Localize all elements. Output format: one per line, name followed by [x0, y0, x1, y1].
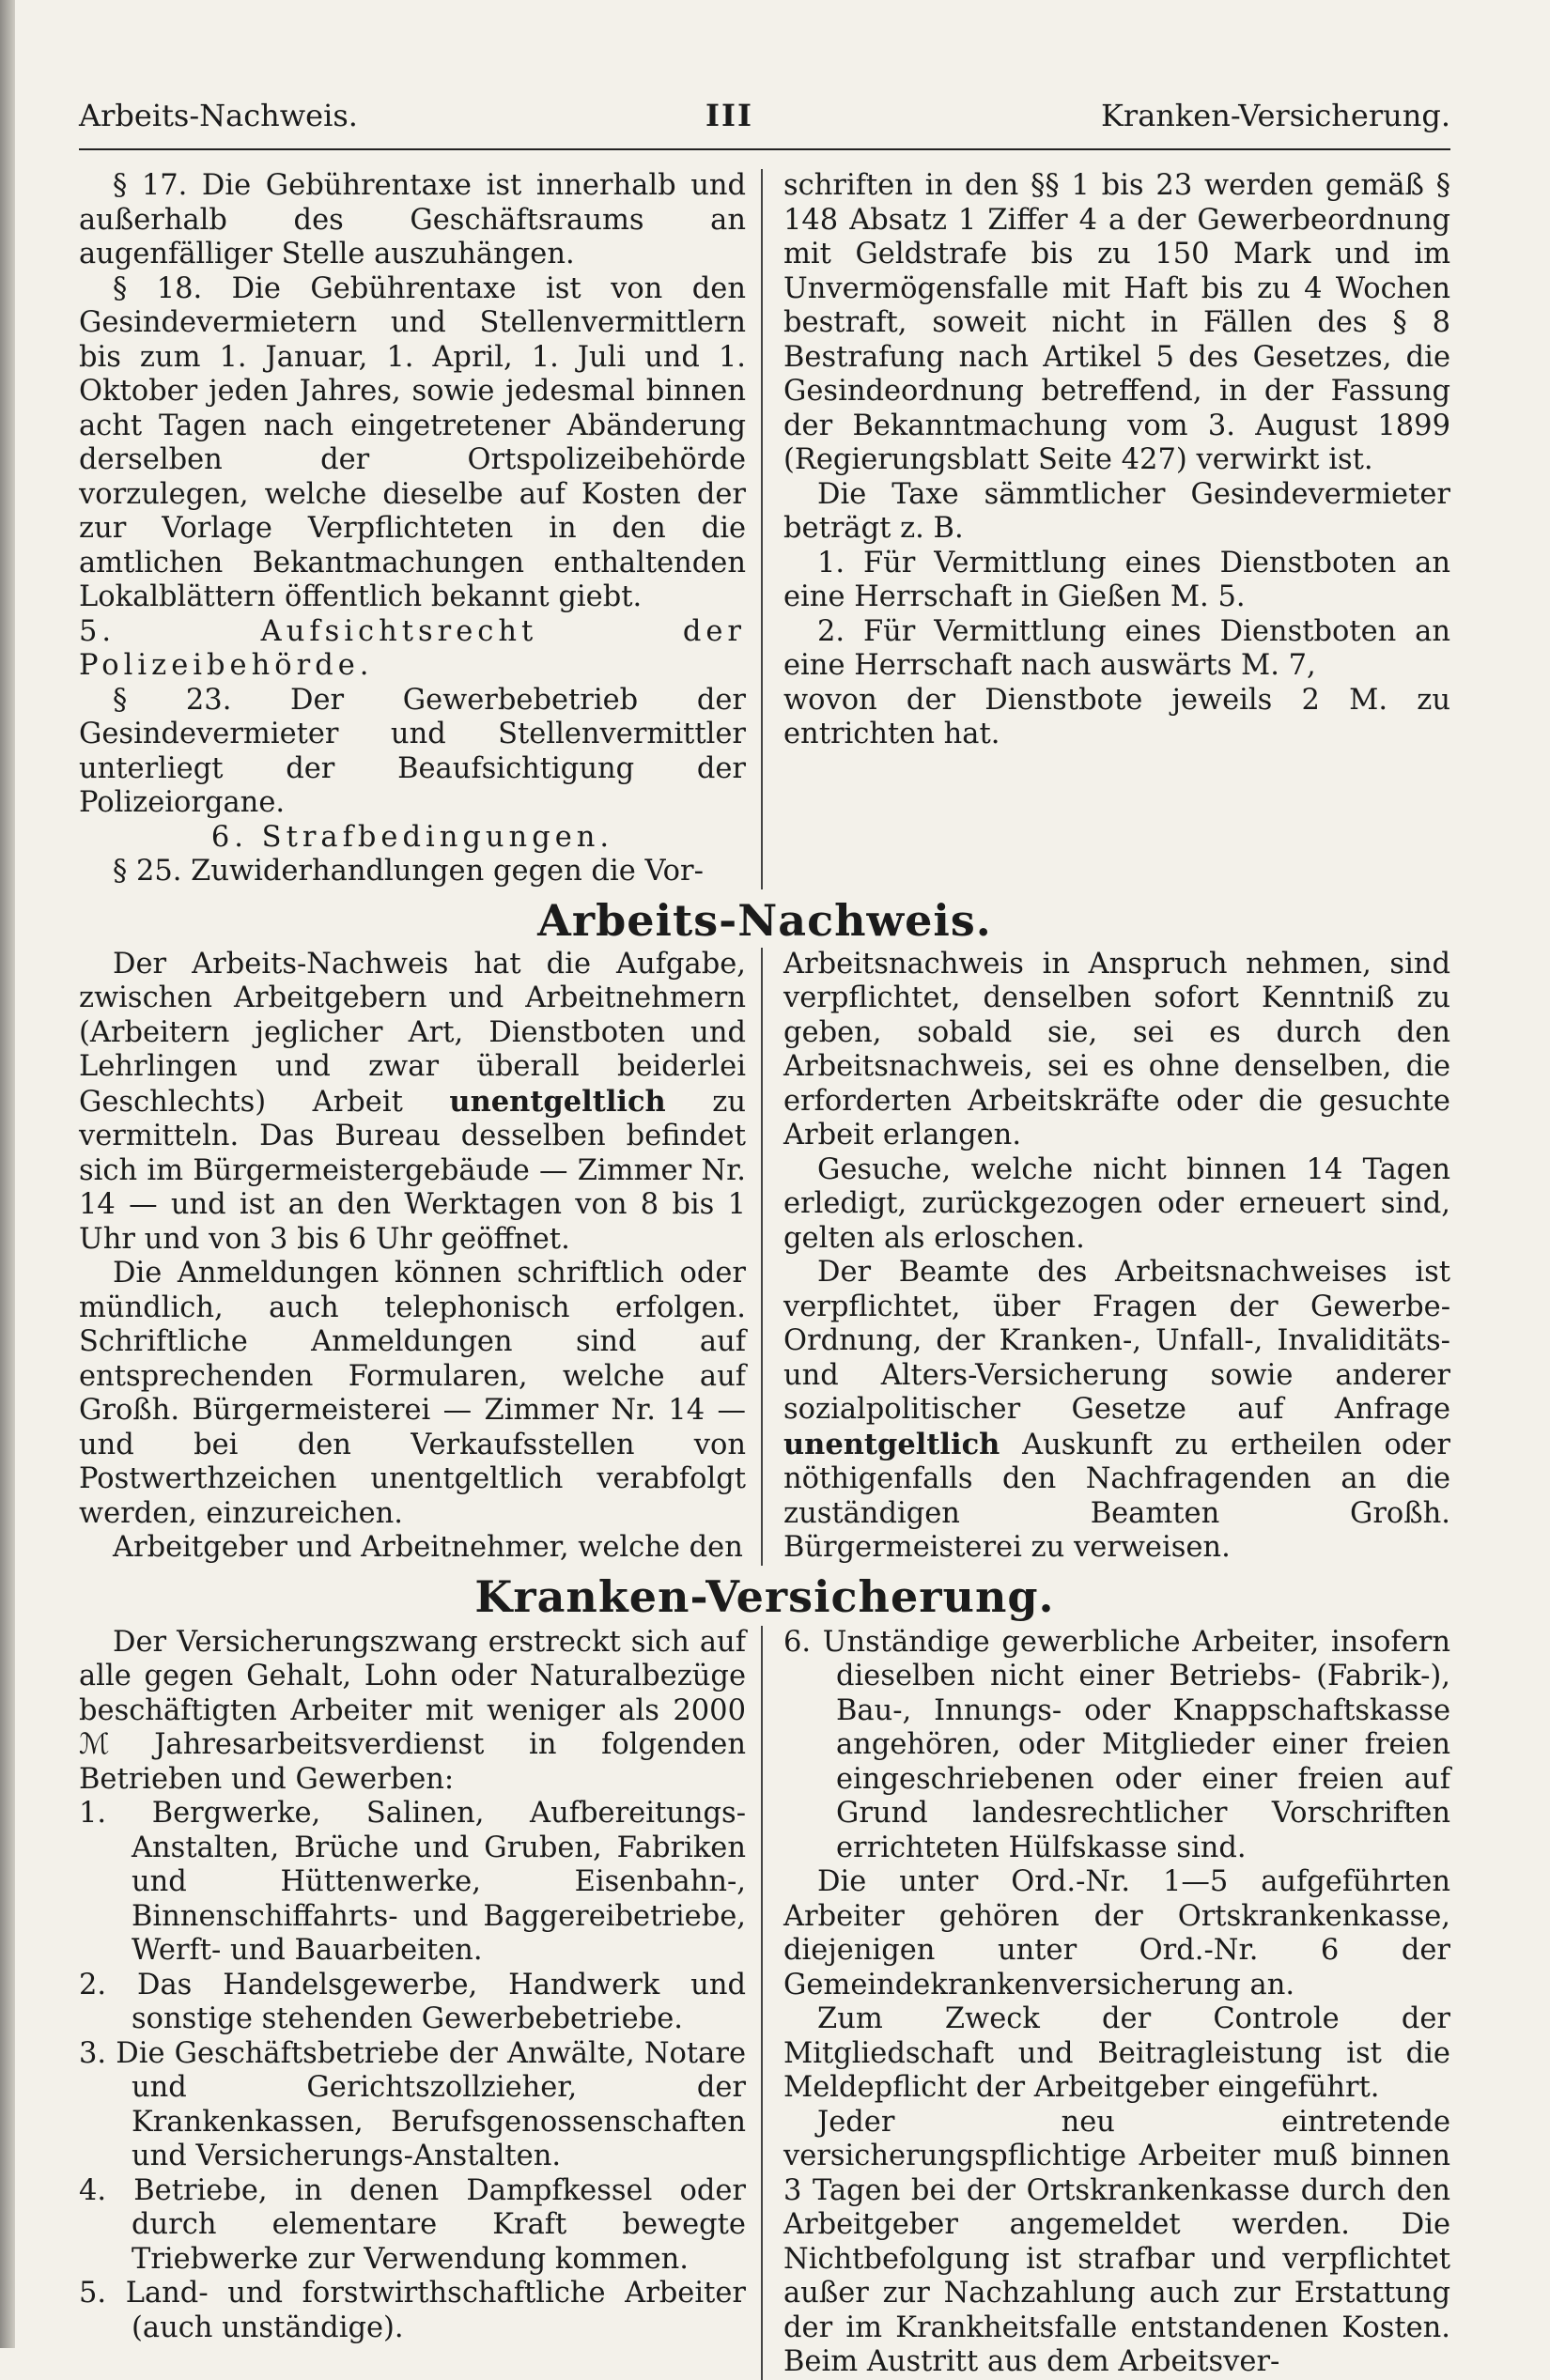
- list-item: 4. Betriebe, in denen Dampfkessel oder durch elementare Kraft bewegte Triebwerke zur Verwendung kommen.: [79, 2173, 746, 2276]
- paragraph: Arbeitsnachweis in Anspruch nehmen, sind verpflichtet, denselben sofort Kenntniß zu geben, sobald sie, sei es durch den Arbeitsnachweis, sei es ohne denselben, die erforderten Arbeitskräfte oder die gesuchte Arbeit erlangen.: [783, 947, 1450, 1151]
- section-title-kranken-versicherung: Kranken-Versicherung.: [474, 1570, 1055, 1622]
- list-item: 6. Unständige gewerbliche Arbeiter, insofern dieselben nicht einer Betriebs- (Fabrik-), Bau-, Innungs- oder Knappschaftskasse angehören, oder Mitglieder einer freien eingeschriebenen oder einer freien auf Grund landesrechtlicher Vorschriften errichteten Hülfskasse sind.: [783, 1625, 1450, 1864]
- header-rule: [79, 148, 1450, 150]
- paragraph: Arbeitgeber und Arbeitnehmer, welche den: [113, 1531, 743, 1564]
- tax-note: wovon der Dienstbote jeweils 2 M. zu entrichten hat.: [783, 683, 1450, 750]
- paragraph: Der Arbeits-Nachweis hat die Aufgabe, zwischen Arbeitgebern und Arbeitnehmern (Arbeitern jeglicher Art, Dienstboten und Lehrlingen und zwar überall beiderlei Geschlechts) Arbeit unentgeltlich zu vermitteln. Das Bureau desselben befindet sich im Bürgermeistergebäude — Zimmer Nr. 14 — und ist an den Werktagen von 8 bis 1 Uhr und von 3 bis 6 Uhr geöffnet.: [79, 947, 746, 1256]
- right-column: [783, 1626, 1450, 2380]
- paragraph-23: § 23. Der Gewerbebetrieb der Gesindevermieter und Stellenvermittler unterliegt der Beaufsichtigung der Polizeiorgane.: [79, 683, 746, 819]
- paragraph: Der Versicherungszwang erstreckt sich auf alle gegen Gehalt, Lohn oder Naturalbezüge beschäftigten Arbeiter mit weniger als 2000 ℳ Jahresarbeitsverdienst in folgenden Betrieben und Gewerben:: [79, 1625, 746, 1796]
- column-divider: [761, 1626, 763, 2380]
- list-item: 2. Das Handelsgewerbe, Handwerk und sonstige stehenden Gewerbebetriebe.: [79, 1968, 746, 2035]
- list-item: 1. Bergwerke, Salinen, Aufbereitungs-Anstalten, Brüche und Gruben, Fabriken und Hüttenwerke, Eisenbahn-, Binnenschiffahrts- und Baggereibetriebe, Werft- und Bauarbeiten.: [79, 1797, 746, 1967]
- running-header: [79, 98, 1450, 143]
- right-column: [783, 948, 1450, 1566]
- paragraph: Der Beamte des Arbeitsnachweises ist verpflichtet, über Fragen der Gewerbe-Ordnung, der Kranken-, Unfall-, Invaliditäts- und Alters-Versicherung sowie anderer sozialpolitischer Gesetze auf Anfrage unentgeltlich Auskunft zu ertheilen oder nöthigenfalls den Nachfragenden an die zuständigen Beamten Großh. Bürgermeisterei zu verweisen.: [783, 1256, 1450, 1564]
- left-column: [79, 948, 746, 1566]
- right-column: [783, 169, 1450, 889]
- header-right: Kranken-Versicherung.: [1100, 98, 1450, 133]
- page: [79, 98, 1450, 2380]
- column-divider: [761, 948, 763, 1566]
- list-item: 5. Land- und forstwirthschaftliche Arbeiter (auch unständige).: [79, 2277, 746, 2344]
- paragraph-18: § 18. Die Gebührentaxe ist von den Gesindevermietern und Stellenvermittlern bis zum 1. Januar, 1. April, 1. Juli und 1. Oktober jeden Jahres, sowie jedesmal binnen acht Tagen nach eingetretener Abänderung derselben der Ortspolizeibehörde vorzulegen, welche dieselbe auf Kosten der zur Vorlage Verpflichteten in den die amtlichen Bekantmachungen enthaltenden Lokalblättern öffentlich bekannt giebt.: [79, 271, 746, 613]
- tax-item-1: 1. Für Vermittlung eines Dienstboten an eine Herrschaft in Gießen M. 5.: [783, 546, 1450, 613]
- subheading-penalties: 6. Strafbedingungen.: [210, 820, 614, 854]
- paragraph: Zum Zweck der Controle der Mitgliedschaft und Beitragleistung ist die Meldepflicht der Arbeitgeber eingeführt.: [783, 2002, 1450, 2104]
- column-divider: [761, 169, 763, 889]
- paragraph-25-cont: schriften in den §§ 1 bis 23 werden gemäß § 148 Absatz 1 Ziffer 4 a der Gewerbeordnung mit Geldstrafe bis zu 150 Mark und im Unvermögensfalle mit Haft bis zu 4 Wochen bestraft, soweit nicht in Fällen des § 8 Bestrafung nach Artikel 5 des Gesetzes, die Gesindeordnung betreffend, in der Fassung der Bekanntmachung vom 3. August 1899 (Regierungsblatt Seite 427) verwirkt ist.: [783, 169, 1450, 476]
- subheading-supervision: 5. Aufsichtsrecht der Polizeibehörde.: [79, 614, 746, 682]
- paragraph-17: § 17. Die Gebührentaxe ist innerhalb und außerhalb des Geschäftsraums an augenfälliger Stelle auszuhängen.: [79, 169, 746, 270]
- paragraph: Die Anmeldungen können schriftlich oder mündlich, auch telephonisch erfolgen. Schriftliche Anmeldungen sind auf entsprechenden Formularen, welche auf Großh. Bürgermeisterei — Zimmer Nr. 14 — und bei den Verkaufsstellen von Postwerthzeichen unentgeltlich verabfolgt werden, einzureichen.: [79, 1257, 746, 1530]
- paragraph: Gesuche, welche nicht binnen 14 Tagen erledigt, zurückgezogen oder erneuert sind, gelten als erloschen.: [783, 1152, 1450, 1255]
- arbeits-nachweis-section: [79, 948, 1450, 1566]
- left-column: [79, 1626, 746, 2380]
- tax-intro: Die Taxe sämmtlicher Gesindevermieter beträgt z. B.: [783, 477, 1450, 545]
- scan-edge: [0, 0, 15, 2348]
- paragraph: Jeder neu eintretende versicherungspflichtige Arbeiter muß binnen 3 Tagen bei der Ortskrankenkasse durch den Arbeitgeber angemeldet werden. Die Nichtbefolgung ist strafbar und verpflichtet außer zur Nachzahlung auch zur Erstattung der im Krankheitsfalle entstandenen Kosten. Beim Austritt aus dem Arbeitsver-: [783, 2105, 1450, 2378]
- regulations-section: [79, 169, 1450, 889]
- page-number: III: [705, 98, 753, 133]
- paragraph-25: § 25. Zuwiderhandlungen gegen die Vor-: [113, 855, 704, 888]
- tax-item-2: 2. Für Vermittlung eines Dienstboten an eine Herrschaft nach auswärts M. 7,: [783, 614, 1450, 682]
- header-left: Arbeits-Nachweis.: [79, 98, 358, 133]
- list-item: 3. Die Geschäftsbetriebe der Anwälte, Notare und Gerichtszollzieher, der Krankenkassen, Berufsgenossenschaften und Versicherungs-Anstalten.: [79, 2036, 746, 2172]
- kranken-versicherung-section: [79, 1626, 1450, 2380]
- left-column: [79, 169, 746, 889]
- paragraph: Die unter Ord.-Nr. 1—5 aufgeführten Arbeiter gehören der Ortskrankenkasse, diejenigen unter Ord.-Nr. 6 der Gemeindekrankenversicherung an.: [783, 1865, 1450, 2001]
- section-title-arbeits-nachweis: Arbeits-Nachweis.: [537, 894, 992, 946]
